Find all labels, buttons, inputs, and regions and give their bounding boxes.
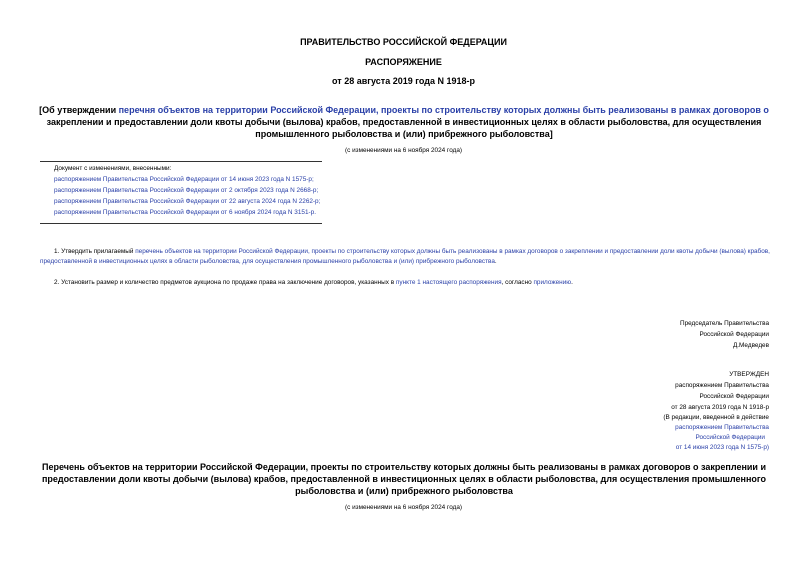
amendments-heading: Документ с изменениями, внесенными: [54,165,172,172]
amendment-link-3[interactable]: распоряжением Правительства Российской Федерации от 22 августа 2024 года N 2262-р; [54,198,321,205]
divider-bottom [40,223,322,224]
signature-line-2: Российской Федерации [699,331,769,338]
paragraph-2-prefix: 2. Установить размер и количество предметов аукциона по продаже права на заключение договоров, указанных в [54,279,396,286]
revision-note: (с изменениями на 6 ноября 2024 года) [344,147,463,154]
document-date-number: от 28 августа 2019 года N 1918-р [332,76,475,86]
approved-line-4: от 28 августа 2019 года N 1918-р [671,404,769,411]
divider-top [40,161,322,162]
approved-line-2: распоряжением Правительства [675,382,769,389]
paragraph-2 [40,278,772,288]
paragraph-1-prefix: 1. Утвердить прилагаемый [54,248,136,255]
paragraph-1-link[interactable]: перечень объектов на территории Российской Федерации, проекты по строительству которых должны быть реализованы в рамках договоров о закреплении и предоставлении доли квоты добычи (вылова) крабов, предоставленной в инвестиционных целях в области рыболовства, для осуществления промышленного рыболовства и (или) прибрежного рыболовства [40,248,770,265]
amendment-link-1[interactable]: распоряжением Правительства Российской Федерации от 14 июня 2023 года N 1575-р; [54,176,314,183]
title-open: [Об утверждении [39,105,119,115]
amendment-link-2[interactable]: распоряжением Правительства Российской Федерации от 2 октября 2023 года N 2668-р; [54,187,319,194]
paragraph-2-link-1[interactable]: пункте 1 настоящего распоряжения [395,279,502,286]
list-title: Перечень объектов на территории Российской Федерации, проекты по строительству которых должны быть реализованы в рамках договоров о закреплении и предоставлении доли квоты добычи (вылова) крабов, предоставленной в инвестиционных целях в области рыболовства, для осуществления промышленного рыболовства и (или) прибрежного рыболовства [41,462,767,496]
document-title [38,104,770,140]
approved-link-1[interactable]: распоряжением Правительства [675,424,769,431]
signature-line-1: Председатель Правительства [680,320,769,327]
paragraph-2-link-2[interactable]: приложению [533,279,572,286]
approved-line-5: (В редакции, введенной в действие [663,414,769,421]
title-rest: закреплении и предоставлении доли квоты добычи (вылова) крабов, предоставленной в инвестиционных целях в области рыболовства, для осуществления промышленного рыболовства и (или) прибрежного рыболовства] [46,117,762,139]
document-type: РАСПОРЯЖЕНИЕ [365,57,442,67]
list-revision-note: (с изменениями на 6 ноября 2024 года) [344,504,463,511]
approved-line-3: Российской Федерации [699,393,769,400]
signature-name: Д.Медведев [732,342,769,349]
approved-link-2[interactable]: Российской Федерации [695,434,765,441]
amendment-link-4[interactable]: распоряжением Правительства Российской Федерации от 6 ноября 2024 года N 3151-р. [54,209,316,216]
approved-line-1: УТВЕРЖДЕН [729,371,769,378]
paragraph-2-suffix: . [571,279,573,286]
government-title: ПРАВИТЕЛЬСТВО РОССИЙСКОЙ ФЕДЕРАЦИИ [300,37,507,47]
paragraph-1-suffix: . [494,258,497,265]
approved-link-3[interactable]: от 14 июня 2023 года N 1575-р) [675,444,769,451]
paragraph-2-middle: , согласно [501,279,534,286]
paragraph-1 [40,247,772,267]
title-link[interactable]: перечня объектов на территории Российской Федерации, проекты по строительству которых должны быть реализованы в рамках договоров о [118,105,769,115]
